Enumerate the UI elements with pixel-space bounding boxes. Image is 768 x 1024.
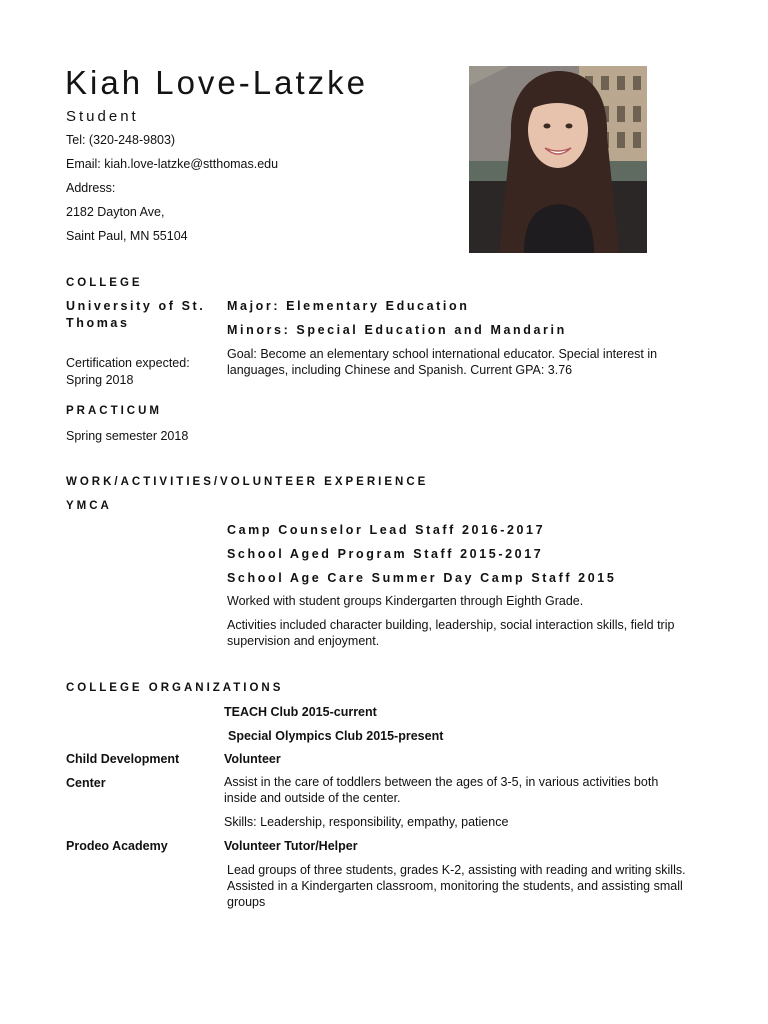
practicum-heading: PRACTICUM — [66, 405, 162, 417]
work-role-1: Camp Counselor Lead Staff 2016-2017 — [227, 523, 546, 537]
resume-name: Kiah Love-Latzke — [65, 64, 368, 101]
organizations-heading: COLLEGE ORGANIZATIONS — [66, 682, 284, 694]
work-description-2-line-2: supervision and enjoyment. — [227, 634, 380, 648]
email-address: Email: kiah.love-latzke@stthomas.edu — [66, 157, 279, 171]
goal-line-1: Goal: Become an elementary school international educator. Special interest in — [227, 347, 658, 361]
college-major: Major: Elementary Education — [227, 299, 470, 313]
cdc-role: Volunteer — [224, 752, 281, 766]
work-role-3: School Age Care Summer Day Camp Staff 2015 — [227, 571, 617, 585]
college-heading: COLLEGE — [66, 277, 143, 289]
cdc-description-line-2: inside and outside of the center. — [224, 791, 401, 805]
prodeo-description-line-2: Assisted in a Kindergarten classroom, monitoring the students, and assisting small — [227, 879, 683, 893]
certification-line-1: Certification expected: — [66, 356, 190, 370]
prodeo-role: Volunteer Tutor/Helper — [224, 839, 358, 853]
college-minors: Minors: Special Education and Mandarin — [227, 323, 567, 337]
prodeo-description-line-3: groups — [227, 895, 266, 909]
goal-line-2: languages, including Chinese and Spanish. Current GPA: 3.76 — [227, 363, 573, 377]
special-olympics-club: Special Olympics Club 2015-present — [228, 729, 444, 743]
college-school-line-1: University of St. — [66, 299, 206, 313]
certification-line-2: Spring 2018 — [66, 373, 134, 387]
practicum-text: Spring semester 2018 — [66, 429, 189, 443]
work-heading: WORK/ACTIVITIES/VOLUNTEER EXPERIENCE — [66, 476, 429, 488]
cdc-description-line-1: Assist in the care of toddlers between the ages of 3-5, in various activities both — [224, 775, 659, 789]
cdc-name-line-2: Center — [66, 776, 106, 790]
work-role-2: School Aged Program Staff 2015-2017 — [227, 547, 544, 561]
prodeo-description-line-1: Lead groups of three students, grades K-2, assisting with reading and writing skills. — [227, 863, 686, 877]
phone-number: Tel: (320-248-9803) — [66, 133, 176, 147]
work-description-1: Worked with student groups Kindergarten through Eighth Grade. — [227, 594, 584, 608]
profile-photo — [469, 66, 647, 253]
cdc-skills: Skills: Leadership, responsibility, empathy, patience — [224, 815, 509, 829]
cdc-name-line-1: Child Development — [66, 752, 180, 766]
work-org: YMCA — [66, 500, 112, 512]
address-line-1: 2182 Dayton Ave, — [66, 205, 165, 219]
resume-role: Student — [66, 108, 139, 125]
address-label: Address: — [66, 181, 116, 195]
college-school-line-2: Thomas — [66, 316, 130, 330]
prodeo-name: Prodeo Academy — [66, 839, 168, 853]
address-line-2: Saint Paul, MN 55104 — [66, 229, 188, 243]
work-description-2-line-1: Activities included character building, leadership, social interaction skills, field trip — [227, 618, 675, 632]
teach-club: TEACH Club 2015-current — [224, 705, 377, 719]
